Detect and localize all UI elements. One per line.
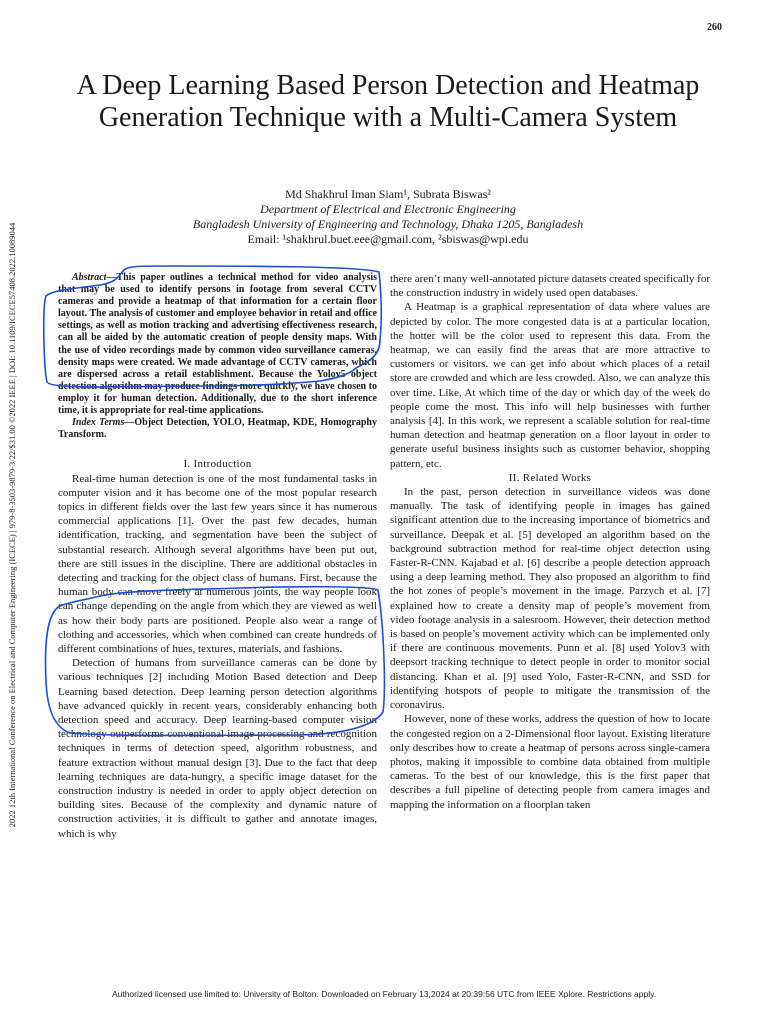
email-line: Email: ¹shakhrul.buet.eee@gmail.com, ²sbiswas@wpi.edu bbox=[247, 232, 529, 246]
index-terms bbox=[58, 417, 377, 441]
section-heading-related-works: II. Related Works bbox=[508, 471, 592, 484]
left-column bbox=[58, 272, 377, 841]
index-terms-text: —Object Detection, YOLO, Heatmap, KDE, Homography Transform. bbox=[58, 417, 377, 441]
university: Bangladesh University of Engineering and Technology, Dhaka 1205, Bangladesh bbox=[192, 217, 584, 231]
abstract-text: —This paper outlines a technical method for video analysis that may be used to identify persons in footage from several CCTV cameras and provide a heatmap of that information for a certain floor layout. The analysis of customer and employee behavior in retail and office settings, as well as motion tracking and advertising effectiveness research, can all be aided by the automatic creation of people density maps. With the use of video recordings made by common video surveillance cameras, density maps were created. We made advantage of CCTV cameras, which are dispersed across a retail establishment. Because the Yolov5 object detection algorithm may produce findings more quickly, we have chosen to employ it for human detection. Additionally, due to the short inference time, it is appropriate for real-time applications. bbox=[58, 272, 377, 417]
paper-title: A Deep Learning Based Person Detection and Heatmap Generation Technique with a Multi-Camera System bbox=[76, 70, 700, 133]
related-paragraph: However, none of these works, address the question of how to locate the congested region on a 2-Dimensional floor layout. Existing literature only describes how to create a heatmap of persons across single-camera photos, making it impossible to combine data obtained from multiple cameras. To the best of our knowledge, this is the first paper that describes a full pipeline of detecting people from camera images and mapping the information on a floorplan taken bbox=[390, 713, 710, 811]
department: Department of Electrical and Electronic Engineering bbox=[260, 202, 516, 216]
related-paragraph: In the past, person detection in surveillance videos was done manually. The task of identifying people in images has gained significant attention due to the increasing importance of biometrics and surveillance. Deepak et al. [5] developed an algorithm based on the background subtraction method for real-time object detection using Faster-R-CNN. Kajabad et al. [6] describe a people detection approach using a deep learning method. They also proposed an algorithm to find the hot zones of people’s movement in the image. Parzych et al. [7] explained how to create a density map of people’s movement from video footage analysis in a salesroom. However, their detection method is based on people’s movement activity which can be implemented only if there are continuous movements. Punn et al. [8] used Yolov3 with deepsort tracking technique to detect people in order to monitor social distancing. Khan et al. [9] used Yolo, Faster-R-CNN, and SSD for identifying hotspots of people to mitigate the transmission of the coronavirus. bbox=[390, 486, 710, 712]
side-citation-text: 2022 12th International Conference on Electrical and Computer Engineering (ICECE) | 979-8-3503-9879-3/22/$31.00 ©2022 IEEE | DOI: 10.1109/ICECE57408.2022.10089044 bbox=[7, 222, 17, 828]
body-paragraph: A Heatmap is a graphical representation of data where values are depicted by color. The more congested data is at a particular location, the hotter will be the color used to represent this data. From the heatmap, we can easily find the areas that are more attractive to customers or visitors. we can get info about which places of a retail store are crowded and which are less crowded. Also, we can analyze this over time. Like, At which time of the day or which day of the week do people come the most. This info will help businesses with further analysis [4]. In this work, we represent a scalable solution for real-time human detection and heatmap generation on a floor layout in order to generate useful business insights such as customer behavior, shopping pattern, etc. bbox=[390, 301, 710, 470]
intro-paragraph: Detection of humans from surveillance cameras can be done by various techniques [2] including Motion Based detection and Deep Learning based detection. Deep learning person detection algorithms have advanced quickly in recent years, considerably enhancing both detection speed and accuracy. Deep learning-based computer vision technology outperforms conventional image processing and recognition techniques in terms of detection speed, algorithm robustness, and feature extraction without manual design [3]. Due to the fact that deep learning techniques are data-hungry, a specific image dataset for the construction industry is needed in order to apply object detection on building sites. Because of the complexity and dynamic nature of construction activities, it is difficult to gather and annotate images, which is why bbox=[58, 657, 377, 840]
page-number: 260 bbox=[707, 22, 722, 33]
author-names: Md Shakhrul Iman Siam¹, Subrata Biswas² bbox=[285, 187, 491, 201]
intro-paragraph: Real-time human detection is one of the most fundamental tasks in computer vision and it has become one of the most popular research topics in different fields over the last few years since it has numerous commercial applications [1]. Over the past few decades, human identification, tracking, and segmentation have been the subject of substantial research. Although several algorithms have been put out, there are still issues in the discipline. There are additional obstacles in detecting and tracking for the object class of humans. First, because the human body can move freely at numerous joints, the way people look can change depending on the angle from which they are viewed as well as how their body parts are positioned. People also wear a range of clothing and accessories, which when combined can create hundreds of different combinations of hues, textures, materials, and fashions. bbox=[58, 472, 377, 655]
side-citation bbox=[6, 166, 18, 886]
right-column bbox=[390, 272, 710, 812]
index-terms-label: Index Terms bbox=[72, 417, 125, 429]
section-heading-introduction: I. Introduction bbox=[183, 458, 252, 471]
abstract bbox=[58, 272, 377, 417]
footer-license: Authorized licensed use limited to: University of Bolton. Downloaded on February 13,2024 at 20:39:56 UTC from IEEE Xplore. Restrictions apply. bbox=[111, 989, 657, 999]
abstract-label: Abstract bbox=[72, 272, 107, 283]
body-paragraph: there aren’t many well-annotated picture datasets created specifically for the construction industry in widely used open databases. bbox=[390, 273, 710, 300]
author-block bbox=[60, 187, 716, 247]
